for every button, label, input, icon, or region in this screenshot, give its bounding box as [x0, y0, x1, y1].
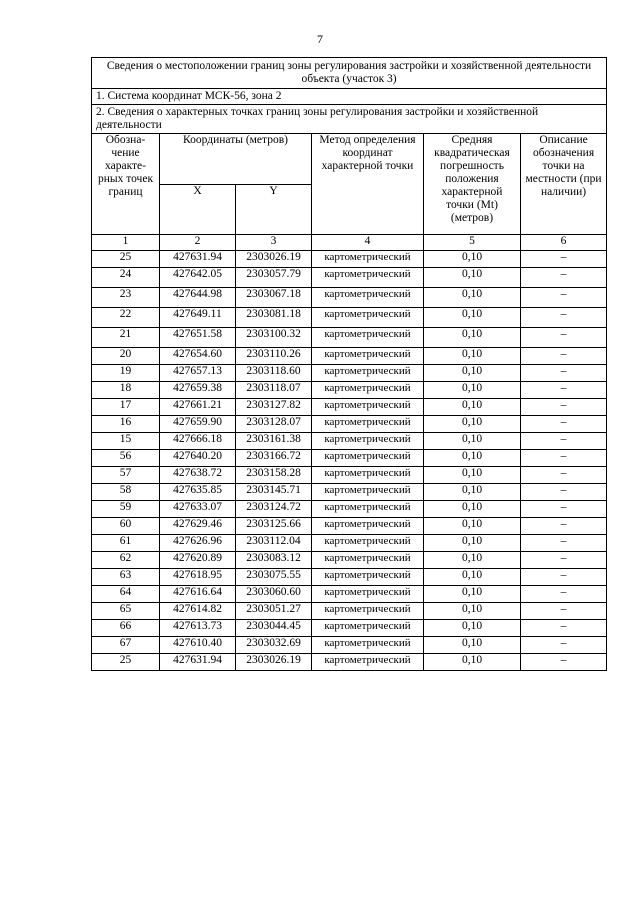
x-coordinate-cell: 427651.58	[160, 328, 236, 348]
table-row	[92, 620, 607, 637]
y-coordinate-cell: 2303166.72	[236, 450, 312, 467]
method-cell: картометрический	[312, 450, 424, 467]
header-coordinates: Координаты (метров)	[160, 134, 312, 185]
point-cell: 19	[92, 365, 160, 382]
error-cell: 0,10	[424, 552, 521, 569]
y-coordinate-cell: 2303100.32	[236, 328, 312, 348]
description-cell: –	[521, 399, 607, 416]
table-row	[92, 501, 607, 518]
description-cell: –	[521, 654, 607, 671]
description-cell: –	[521, 268, 607, 288]
y-coordinate-cell: 2303128.07	[236, 416, 312, 433]
y-coordinate-cell: 2303110.26	[236, 348, 312, 365]
point-cell: 58	[92, 484, 160, 501]
method-cell: картометрический	[312, 416, 424, 433]
y-coordinate-cell: 2303161.38	[236, 433, 312, 450]
y-coordinate-cell: 2303051.27	[236, 603, 312, 620]
table-row	[92, 586, 607, 603]
description-cell: –	[521, 348, 607, 365]
boundary-points-table	[91, 57, 607, 671]
y-coordinate-cell: 2303026.19	[236, 654, 312, 671]
x-coordinate-cell: 427644.98	[160, 288, 236, 308]
description-cell: –	[521, 637, 607, 654]
x-coordinate-cell: 427659.90	[160, 416, 236, 433]
table-row	[92, 328, 607, 348]
description-cell: –	[521, 308, 607, 328]
y-coordinate-cell: 2303118.60	[236, 365, 312, 382]
point-cell: 61	[92, 535, 160, 552]
method-cell: картометрический	[312, 586, 424, 603]
method-cell: картометрический	[312, 348, 424, 365]
point-cell: 17	[92, 399, 160, 416]
x-coordinate-cell: 427626.96	[160, 535, 236, 552]
header-y: Y	[236, 184, 312, 235]
error-cell: 0,10	[424, 382, 521, 399]
point-cell: 65	[92, 603, 160, 620]
x-coordinate-cell: 427631.94	[160, 251, 236, 268]
y-coordinate-cell: 2303081.18	[236, 308, 312, 328]
method-cell: картометрический	[312, 518, 424, 535]
method-cell: картометрический	[312, 251, 424, 268]
table-row	[92, 382, 607, 399]
x-coordinate-cell: 427657.13	[160, 365, 236, 382]
y-coordinate-cell: 2303067.18	[236, 288, 312, 308]
table-row	[92, 348, 607, 365]
description-cell: –	[521, 484, 607, 501]
method-cell: картометрический	[312, 433, 424, 450]
y-coordinate-cell: 2303075.55	[236, 569, 312, 586]
point-cell: 67	[92, 637, 160, 654]
method-cell: картометрический	[312, 328, 424, 348]
description-cell: –	[521, 552, 607, 569]
point-cell: 59	[92, 501, 160, 518]
error-cell: 0,10	[424, 620, 521, 637]
error-cell: 0,10	[424, 569, 521, 586]
table-row	[92, 450, 607, 467]
table-row	[92, 365, 607, 382]
point-cell: 63	[92, 569, 160, 586]
method-cell: картометрический	[312, 552, 424, 569]
description-cell: –	[521, 467, 607, 484]
header-method: Метод определения координат характерной точки	[312, 134, 424, 235]
table-row	[92, 569, 607, 586]
method-cell: картометрический	[312, 501, 424, 518]
error-cell: 0,10	[424, 586, 521, 603]
error-cell: 0,10	[424, 603, 521, 620]
table-row	[92, 637, 607, 654]
error-cell: 0,10	[424, 501, 521, 518]
error-cell: 0,10	[424, 535, 521, 552]
point-cell: 64	[92, 586, 160, 603]
y-coordinate-cell: 2303145.71	[236, 484, 312, 501]
point-cell: 18	[92, 382, 160, 399]
column-numbers-row	[92, 235, 607, 251]
error-cell: 0,10	[424, 365, 521, 382]
y-coordinate-cell: 2303124.72	[236, 501, 312, 518]
y-coordinate-cell: 2303060.60	[236, 586, 312, 603]
method-cell: картометрический	[312, 308, 424, 328]
point-cell: 66	[92, 620, 160, 637]
x-coordinate-cell: 427620.89	[160, 552, 236, 569]
table-row	[92, 654, 607, 671]
x-coordinate-cell: 427635.85	[160, 484, 236, 501]
description-cell: –	[521, 251, 607, 268]
method-cell: картометрический	[312, 365, 424, 382]
point-cell: 56	[92, 450, 160, 467]
error-cell: 0,10	[424, 654, 521, 671]
x-coordinate-cell: 427614.82	[160, 603, 236, 620]
table-row	[92, 535, 607, 552]
point-cell: 23	[92, 288, 160, 308]
error-cell: 0,10	[424, 433, 521, 450]
table-row	[92, 484, 607, 501]
column-number: 3	[236, 235, 312, 251]
description-cell: –	[521, 328, 607, 348]
y-coordinate-cell: 2303083.12	[236, 552, 312, 569]
x-coordinate-cell: 427654.60	[160, 348, 236, 365]
description-cell: –	[521, 501, 607, 518]
column-number: 6	[521, 235, 607, 251]
error-cell: 0,10	[424, 637, 521, 654]
y-coordinate-cell: 2303127.82	[236, 399, 312, 416]
table-row	[92, 603, 607, 620]
point-cell: 62	[92, 552, 160, 569]
x-coordinate-cell: 427629.46	[160, 518, 236, 535]
error-cell: 0,10	[424, 308, 521, 328]
description-cell: –	[521, 288, 607, 308]
header-x: X	[160, 184, 236, 235]
points-section-heading: 2. Сведения о характерных точках границ зоны регулирования застройки и хозяйственной деятельности	[92, 105, 607, 134]
method-cell: картометрический	[312, 603, 424, 620]
y-coordinate-cell: 2303158.28	[236, 467, 312, 484]
x-coordinate-cell: 427631.94	[160, 654, 236, 671]
table-row	[92, 416, 607, 433]
x-coordinate-cell: 427640.20	[160, 450, 236, 467]
x-coordinate-cell: 427659.38	[160, 382, 236, 399]
point-cell: 22	[92, 308, 160, 328]
error-cell: 0,10	[424, 251, 521, 268]
method-cell: картометрический	[312, 268, 424, 288]
method-cell: картометрический	[312, 569, 424, 586]
x-coordinate-cell: 427613.73	[160, 620, 236, 637]
x-coordinate-cell: 427642.05	[160, 268, 236, 288]
error-cell: 0,10	[424, 518, 521, 535]
point-cell: 24	[92, 268, 160, 288]
point-cell: 15	[92, 433, 160, 450]
y-coordinate-cell: 2303057.79	[236, 268, 312, 288]
x-coordinate-cell: 427618.95	[160, 569, 236, 586]
method-cell: картометрический	[312, 467, 424, 484]
column-number: 1	[92, 235, 160, 251]
error-cell: 0,10	[424, 467, 521, 484]
y-coordinate-cell: 2303112.04	[236, 535, 312, 552]
point-cell: 25	[92, 654, 160, 671]
column-number: 4	[312, 235, 424, 251]
point-cell: 21	[92, 328, 160, 348]
document-title: Сведения о местоположении границ зоны регулирования застройки и хозяйственной деятельности объекта (участок 3)	[92, 58, 607, 89]
method-cell: картометрический	[312, 535, 424, 552]
description-cell: –	[521, 433, 607, 450]
description-cell: –	[521, 586, 607, 603]
y-coordinate-cell: 2303026.19	[236, 251, 312, 268]
method-cell: картометрический	[312, 399, 424, 416]
header-description: Описание обозначения точки на местности (при наличии)	[521, 134, 607, 235]
method-cell: картометрический	[312, 637, 424, 654]
method-cell: картометрический	[312, 484, 424, 501]
y-coordinate-cell: 2303032.69	[236, 637, 312, 654]
error-cell: 0,10	[424, 416, 521, 433]
column-number: 2	[160, 235, 236, 251]
point-cell: 60	[92, 518, 160, 535]
method-cell: картометрический	[312, 654, 424, 671]
description-cell: –	[521, 569, 607, 586]
point-cell: 16	[92, 416, 160, 433]
x-coordinate-cell: 427661.21	[160, 399, 236, 416]
table-row	[92, 268, 607, 288]
error-cell: 0,10	[424, 268, 521, 288]
error-cell: 0,10	[424, 348, 521, 365]
table-row	[92, 399, 607, 416]
y-coordinate-cell: 2303118.07	[236, 382, 312, 399]
table-row	[92, 552, 607, 569]
header-error: Средняя квадратическая погрешность положения характерной точки (Mt) (метров)	[424, 134, 521, 235]
description-cell: –	[521, 450, 607, 467]
error-cell: 0,10	[424, 484, 521, 501]
method-cell: картометрический	[312, 620, 424, 637]
description-cell: –	[521, 603, 607, 620]
x-coordinate-cell: 427638.72	[160, 467, 236, 484]
table-row	[92, 467, 607, 484]
x-coordinate-cell: 427610.40	[160, 637, 236, 654]
page-number: 7	[317, 32, 323, 46]
x-coordinate-cell: 427649.11	[160, 308, 236, 328]
description-cell: –	[521, 620, 607, 637]
error-cell: 0,10	[424, 450, 521, 467]
description-cell: –	[521, 416, 607, 433]
x-coordinate-cell: 427616.64	[160, 586, 236, 603]
table-row	[92, 288, 607, 308]
point-cell: 20	[92, 348, 160, 365]
table-row	[92, 308, 607, 328]
method-cell: картометрический	[312, 288, 424, 308]
method-cell: картометрический	[312, 382, 424, 399]
coordinate-system-line: 1. Система координат МСК-56, зона 2	[92, 89, 607, 105]
y-coordinate-cell: 2303125.66	[236, 518, 312, 535]
description-cell: –	[521, 382, 607, 399]
y-coordinate-cell: 2303044.45	[236, 620, 312, 637]
header-point-designation: Обозна-чение характе-рных точек границ	[92, 134, 160, 235]
table-row	[92, 251, 607, 268]
table-row	[92, 518, 607, 535]
error-cell: 0,10	[424, 399, 521, 416]
point-cell: 25	[92, 251, 160, 268]
x-coordinate-cell: 427666.18	[160, 433, 236, 450]
error-cell: 0,10	[424, 288, 521, 308]
description-cell: –	[521, 535, 607, 552]
table-row	[92, 433, 607, 450]
description-cell: –	[521, 518, 607, 535]
point-cell: 57	[92, 467, 160, 484]
description-cell: –	[521, 365, 607, 382]
column-number: 5	[424, 235, 521, 251]
x-coordinate-cell: 427633.07	[160, 501, 236, 518]
error-cell: 0,10	[424, 328, 521, 348]
